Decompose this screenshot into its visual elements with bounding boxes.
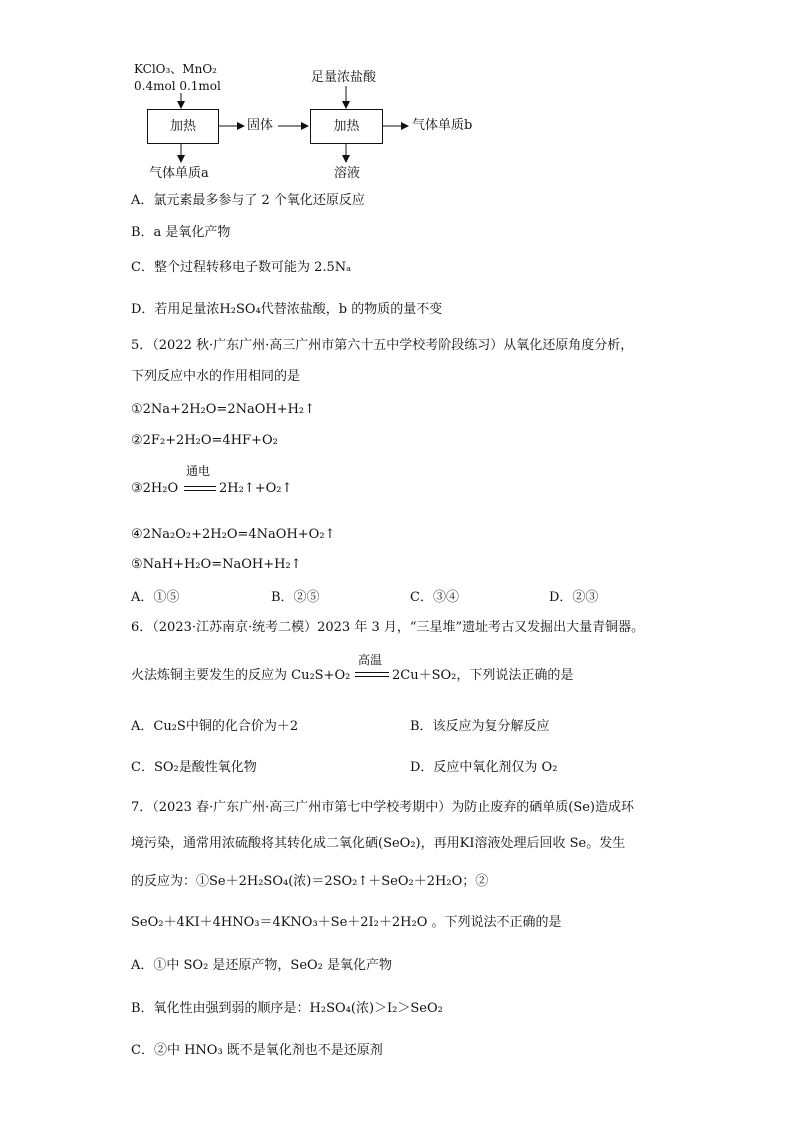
q5-reaction-2: ②2F₂+2H₂O=4HF+O₂ — [131, 433, 278, 448]
q5-stem-line1: 5．（2022 秋·广东广州·高三广州市第六十五中学校考阶段练习）从氧化还原角度分析， — [131, 338, 634, 353]
solid-label: 固体 — [247, 118, 274, 133]
q6-condition: 高温 — [358, 653, 383, 667]
gas-b-label: 气体单质b — [412, 118, 473, 133]
q5-option-d: D．②③ — [549, 590, 599, 605]
q7-option-a: A．①中 SO₂ 是还原产物，SeO₂ 是氧化产物 — [131, 958, 393, 973]
reagent-amounts: 0.4mol 0.1mol — [134, 79, 221, 93]
q4-option-d: D．若用足量浓H₂SO₄代替浓盐酸，b 的物质的量不变 — [131, 302, 443, 317]
q5-r3-left: ③2H₂O — [131, 481, 179, 496]
q6-option-d: D．反应中氧化剂仅为 O₂ — [410, 760, 558, 775]
q5-r3-condition: 通电 — [186, 464, 211, 478]
heat-box-2: 加热 — [310, 109, 383, 144]
q5-reaction-1: ①2Na+2H₂O=2NaOH+H₂↑ — [131, 402, 316, 417]
q7-stem-line1: 7．（2023 春·广东广州·高三广州市第七中学校考期中）为防止废弃的硒单质(Se)造成环 — [131, 800, 634, 815]
q4-option-b: B．a 是氧化产物 — [131, 225, 231, 240]
q7-option-c: C．②中 HNO₃ 既不是氧化剂也不是还原剂 — [131, 1043, 383, 1058]
q7-stem-line4: SeO₂＋4KI＋4HNO₃＝4KNO₃＋Se＋2I₂＋2H₂O 。下列说法不正确的是 — [131, 915, 562, 930]
q6-option-c: C．SO₂是酸性氧化物 — [131, 760, 257, 775]
reagent-formula: KClO₃、MnO₂ — [134, 62, 217, 76]
q6-stem-right: 2Cu＋SO₂，下列说法正确的是 — [392, 668, 574, 683]
q4-option-c: C．整个过程转移电子数可能为 2.5Nₐ — [131, 260, 352, 275]
q6-stem-left: 火法炼铜主要发生的反应为 Cu₂S+O₂ — [131, 668, 351, 683]
q5-r3-right: 2H₂↑+O₂↑ — [219, 481, 293, 496]
flow-arrows — [0, 0, 794, 200]
q5-stem-line2: 下列反应中水的作用相同的是 — [131, 369, 301, 384]
q5-r3-equal-sign — [184, 486, 216, 491]
q5-option-c: C．③④ — [410, 590, 459, 605]
q5-option-b: B．②⑤ — [271, 590, 320, 605]
solution-label: 溶液 — [334, 166, 361, 181]
q7-stem-line3: 的反应为：①Se＋2H₂SO₄(浓)＝2SO₂↑＋SeO₂＋2H₂O；② — [131, 874, 489, 889]
q6-option-a: A．Cu₂S中铜的化合价为＋2 — [131, 719, 299, 734]
gas-a-label: 气体单质a — [149, 166, 209, 181]
q6-stem-line1: 6．（2023·江苏南京·统考二模）2023 年 3 月，“三星堆”遗址考古又发掘出大量青铜器。 — [131, 620, 645, 635]
q5-reaction-4: ④2Na₂O₂+2H₂O=4NaOH+O₂↑ — [131, 527, 336, 542]
q6-option-b: B．该反应为复分解反应 — [410, 719, 550, 734]
q7-option-b: B．氧化性由强到弱的顺序是：H₂SO₄(浓)＞I₂＞SeO₂ — [131, 1001, 443, 1016]
q5-option-a: A．①⑤ — [131, 590, 180, 605]
q5-reaction-5: ⑤NaH+H₂O=NaOH+H₂↑ — [131, 557, 302, 572]
q4-option-a: A．氯元素最多参与了 2 个氧化还原反应 — [131, 193, 365, 208]
acid-label: 足量浓盐酸 — [311, 70, 377, 85]
q7-stem-line2: 境污染，通常用浓硫酸将其转化成二氧化硒(SeO₂)，再用KI溶液处理后回收 Se。发生 — [131, 836, 626, 851]
heat-box-1: 加热 — [147, 109, 219, 144]
q6-equal-sign — [355, 672, 389, 677]
